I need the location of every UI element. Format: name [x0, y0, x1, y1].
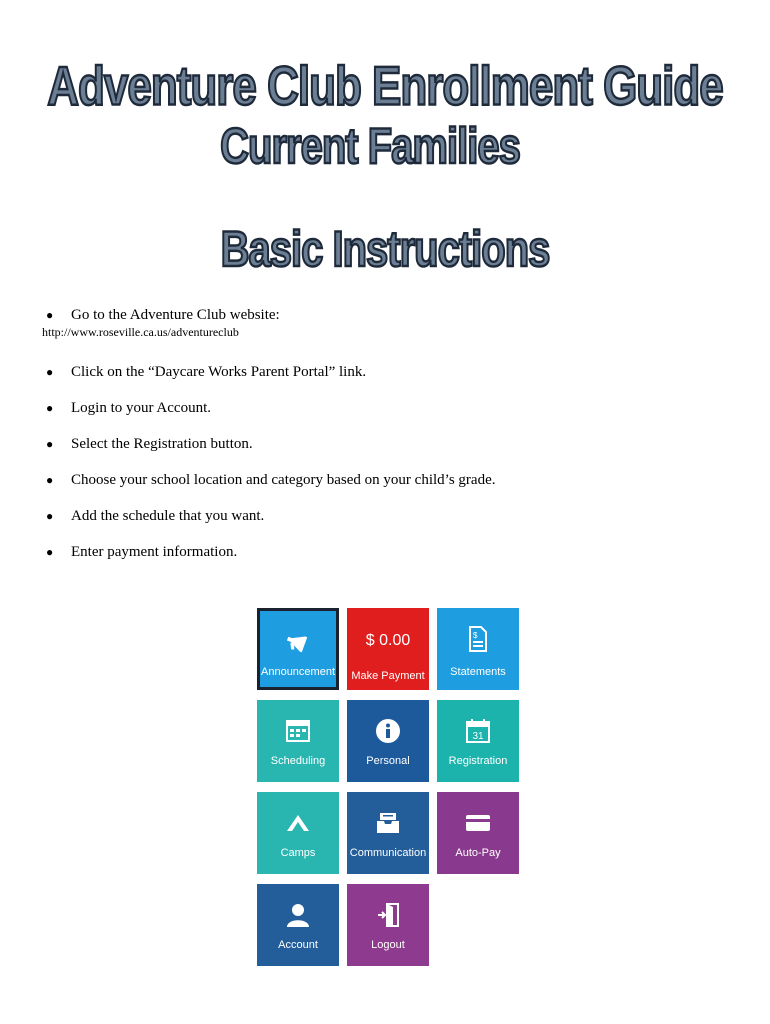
bullet-icon: ●	[46, 545, 54, 559]
step-text: Click on the “Daycare Works Parent Portal” link.	[71, 364, 367, 380]
credit-card-icon	[465, 814, 491, 832]
tile-label: Communication	[349, 847, 427, 859]
bullet-icon: ●	[46, 473, 54, 487]
scheduling-tile[interactable]	[257, 700, 339, 782]
tile-label: Statements	[450, 666, 506, 678]
make-payment-tile[interactable]	[347, 608, 429, 690]
registration-tile[interactable]	[437, 700, 519, 782]
tile-label: Make Payment	[351, 670, 425, 682]
svg-text:$: $	[473, 631, 478, 640]
statement-document-icon	[468, 626, 488, 652]
step-text: Go to the Adventure Club website:	[71, 307, 280, 323]
calendar-icon	[466, 719, 490, 743]
tent-icon	[285, 813, 311, 833]
payment-amount: $ 0.00	[365, 632, 411, 649]
calendar-day-number: 31	[472, 731, 484, 742]
tile-label: Auto-Pay	[455, 847, 501, 859]
list-item	[42, 435, 742, 453]
list-item	[42, 363, 742, 381]
list-item	[42, 399, 742, 417]
step-text: Enter payment information.	[71, 544, 238, 560]
account-tile[interactable]	[257, 884, 339, 966]
tile-label: Registration	[448, 755, 508, 767]
document-subtitle: Current Families	[220, 119, 520, 175]
step-text: Select the Registration button.	[71, 436, 253, 452]
bullet-icon: ●	[46, 437, 54, 451]
list-item	[42, 471, 742, 489]
step-text: Add the schedule that you want.	[71, 508, 265, 524]
tile-label: Personal	[366, 755, 410, 767]
section-heading: Basic Instructions	[220, 222, 550, 278]
tile-label: Scheduling	[270, 755, 326, 767]
info-icon	[375, 718, 401, 744]
website-link[interactable]: http://www.roseville.ca.us/adventureclub	[42, 325, 239, 339]
megaphone-icon	[285, 632, 311, 654]
user-icon	[286, 903, 310, 927]
announcement-tile[interactable]	[257, 608, 339, 690]
instruction-list	[42, 306, 742, 561]
bullet-icon: ●	[46, 365, 54, 379]
tile-label: Account	[278, 939, 318, 951]
personal-tile[interactable]	[347, 700, 429, 782]
bullet-icon: ●	[46, 509, 54, 523]
auto-pay-tile[interactable]	[437, 792, 519, 874]
inbox-icon	[376, 812, 400, 834]
bullet-icon: ●	[46, 308, 54, 322]
tile-label: Announcement	[261, 666, 335, 678]
calendar-grid-icon	[286, 720, 310, 742]
list-item	[42, 543, 742, 561]
list-item	[42, 306, 742, 324]
document-title: Adventure Club Enrollment Guide	[47, 55, 723, 117]
statements-tile[interactable]	[437, 608, 519, 690]
step-text: Choose your school location and category based on your child’s grade.	[71, 472, 496, 488]
camps-tile[interactable]	[257, 792, 339, 874]
communication-tile[interactable]	[347, 792, 429, 874]
tile-label: Camps	[280, 847, 316, 859]
bullet-icon: ●	[46, 401, 54, 415]
door-exit-icon	[377, 903, 399, 927]
list-item	[42, 507, 742, 525]
logout-tile[interactable]	[347, 884, 429, 966]
step-text: Login to your Account.	[71, 400, 211, 416]
tile-label: Logout	[371, 939, 405, 951]
